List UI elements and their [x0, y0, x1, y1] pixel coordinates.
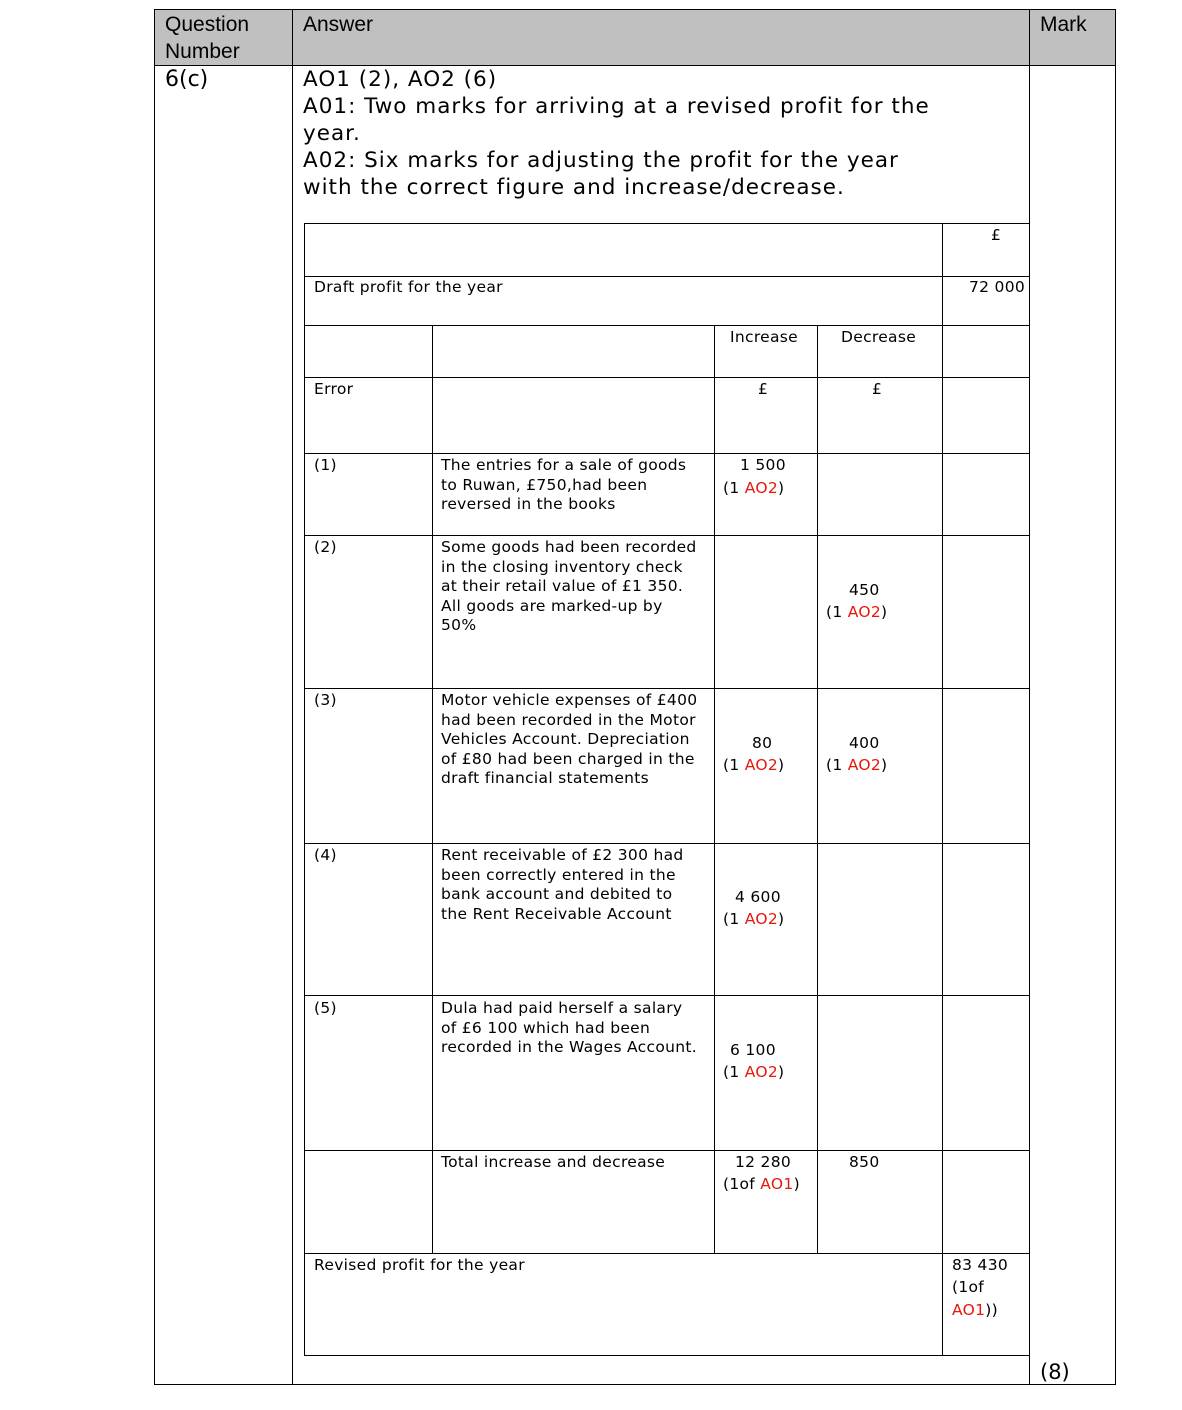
error-header: Error	[314, 380, 354, 398]
ao-line: A01: Two marks for arriving at a revised profit for the	[303, 94, 930, 119]
decrease-header: Decrease	[841, 328, 917, 346]
ao-line: with the correct figure and increase/decrease.	[303, 175, 845, 200]
revised-profit-mark-2: AO1))	[952, 1301, 998, 1319]
increase-value: 4 600	[735, 888, 781, 906]
total-increase: 12 280	[735, 1153, 792, 1171]
total-label: Total increase and decrease	[441, 1153, 666, 1171]
decrease-value: 450	[849, 581, 880, 599]
error-description: Motor vehicle expenses of £400 had been recorded in the Motor Vehicles Account. Depreciation of £80 had been charged in the draft financial statements	[441, 691, 698, 787]
error-number: (1)	[314, 456, 337, 474]
revised-profit-value: 83 430	[952, 1256, 1009, 1274]
increase-currency: £	[758, 380, 769, 398]
draft-profit-value: 72 000	[969, 278, 1026, 296]
revised-profit-label: Revised profit for the year	[314, 1256, 525, 1274]
error-number: (5)	[314, 999, 337, 1017]
increase-mark: (1 AO2)	[723, 756, 785, 774]
assessment-objectives	[303, 66, 930, 201]
header-row	[155, 10, 1115, 66]
currency-header: £	[991, 226, 1002, 244]
increase-mark: (1 AO2)	[723, 479, 785, 497]
decrease-currency: £	[872, 380, 883, 398]
error-number: (2)	[314, 538, 337, 556]
total-decrease: 850	[849, 1153, 880, 1171]
ao-line: A02: Six marks for adjusting the profit for the year	[303, 148, 899, 173]
increase-header: Increase	[730, 328, 798, 346]
increase-mark: (1 AO2)	[723, 1063, 785, 1081]
revised-profit-mark-1: (1of	[952, 1278, 985, 1296]
decrease-mark: (1 AO2)	[826, 756, 888, 774]
decrease-mark: (1 AO2)	[826, 603, 888, 621]
error-number: (3)	[314, 691, 337, 709]
header-question-number: Question Number	[165, 13, 250, 63]
error-description: Rent receivable of £2 300 had been correctly entered in the bank account and debited to the Rent Receivable Account	[441, 846, 684, 923]
ao-line: AO1 (2), AO2 (6)	[303, 67, 498, 92]
total-mark: (8)	[1040, 1360, 1070, 1384]
increase-value: 80	[752, 734, 773, 752]
error-number: (4)	[314, 846, 337, 864]
increase-value: 1 500	[740, 456, 786, 474]
error-description: Some goods had been recorded in the closing inventory check at their retail value of £1 350. All goods are marked-up by 50%	[441, 538, 697, 634]
profit-adjustment-table	[304, 223, 1030, 1356]
increase-mark: (1 AO2)	[723, 910, 785, 928]
error-description: Dula had paid herself a salary of £6 100 which had been recorded in the Wages Account.	[441, 999, 697, 1056]
header-mark: Mark	[1040, 13, 1087, 36]
question-number: 6(c)	[165, 67, 209, 92]
increase-value: 6 100	[730, 1041, 776, 1059]
draft-profit-label: Draft profit for the year	[314, 278, 503, 296]
error-description: The entries for a sale of goods to Ruwan, £750,had been reversed in the books	[441, 456, 687, 513]
header-answer: Answer	[303, 13, 374, 36]
total-increase-mark: (1of AO1)	[723, 1175, 800, 1193]
ao-line: year.	[303, 121, 361, 146]
decrease-value: 400	[849, 734, 880, 752]
